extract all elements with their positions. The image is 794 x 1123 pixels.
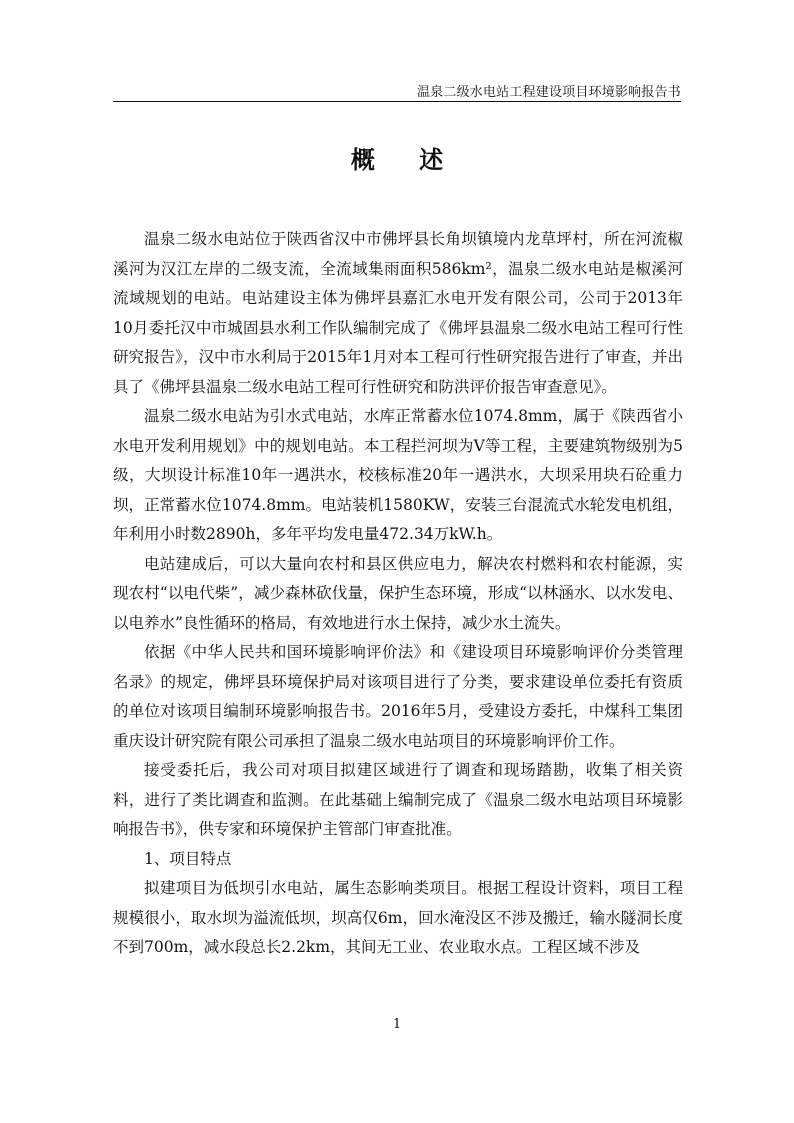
paragraph-benefits: 电站建成后，可以大量向农村和县区供应电力，解决农村燃料和农村能源，实现农村“以电代柴”，减少森林砍伐量，保护生态环境，形成“以林涵水、以水发电、以电养水”良性循环的格局，有效地进行水土保持，减少水土流失。 xyxy=(113,554,683,632)
paragraph-regulation: 依据《中华人民共和国环境影响评价法》和《建设项目环境影响评价分类管理名录》的规定，佛坪县环境保护局对该项目进行了分类，要求建设单位委托有资质的单位对该项目编制环境影响报告书。2016年5月，受建设方委托，中煤科工集团重庆设计研究院有限公司承担了温泉二级水电站项目的环境影响评价工作。 xyxy=(113,643,683,750)
header-divider xyxy=(113,101,681,102)
page-title: 概 述 xyxy=(350,145,462,174)
running-header: 温泉二级水电站工程建设项目环境影响报告书 xyxy=(416,85,681,100)
paragraph-station-specs: 温泉二级水电站为引水式电站，水库正常蓄水位1074.8mm，属于《陕西省小水电开发利用规划》中的规划电站。本工程拦河坝为Ⅴ等工程，主要建筑物级别为5级，大坝设计标准10年一遇洪水，校核标准20年一遇洪水，大坝采用块石砼重力坝，正常蓄水位1074.8mm。电站装机1580KW，安装三台混流式水轮发电机组，年利用小时数2890h，多年平均发电量472.34万kW.h。 xyxy=(113,407,683,543)
page-number: 1 xyxy=(392,1017,402,1032)
paragraph-intro: 温泉二级水电站位于陕西省汉中市佛坪县长角坝镇境内龙草坪村，所在河流椒溪河为汉江左岸的二级支流，全流域集雨面积586km²，温泉二级水电站是椒溪河流域规划的电站。电站建设主体为佛坪县嘉汇水电开发有限公司，公司于2013年10月委托汉中市城固县水利工作队编制完成了《佛坪县温泉二级水电站工程可行性研究报告》，汉中市水利局于2015年1月对本工程可行性研究报告进行了审查，并出具了《佛坪县温泉二级水电站工程可行性研究和防洪评价报告审查意见》。 xyxy=(113,230,683,396)
body-text xyxy=(113,225,683,963)
paragraph-commission: 接受委托后，我公司对项目拟建区域进行了调查和现场踏勘，收集了相关资料，进行了类比调查和监测。在此基础上编制完成了《温泉二级水电站项目环境影响报告书》，供专家和环境保护主管部门审查批准。 xyxy=(113,761,683,838)
paragraph-project-features: 拟建项目为低坝引水电站，属生态影响类项目。根据工程设计资料，项目工程规模很小，取水坝为溢流低坝，坝高仅6m，回水淹没区不涉及搬迁，输水隧洞长度不到700m，减水段总长2.2km，其间无工业、农业取水点。工程区域不涉及 xyxy=(113,879,683,956)
section-heading-project-features: 1、项目特点 xyxy=(144,849,232,868)
